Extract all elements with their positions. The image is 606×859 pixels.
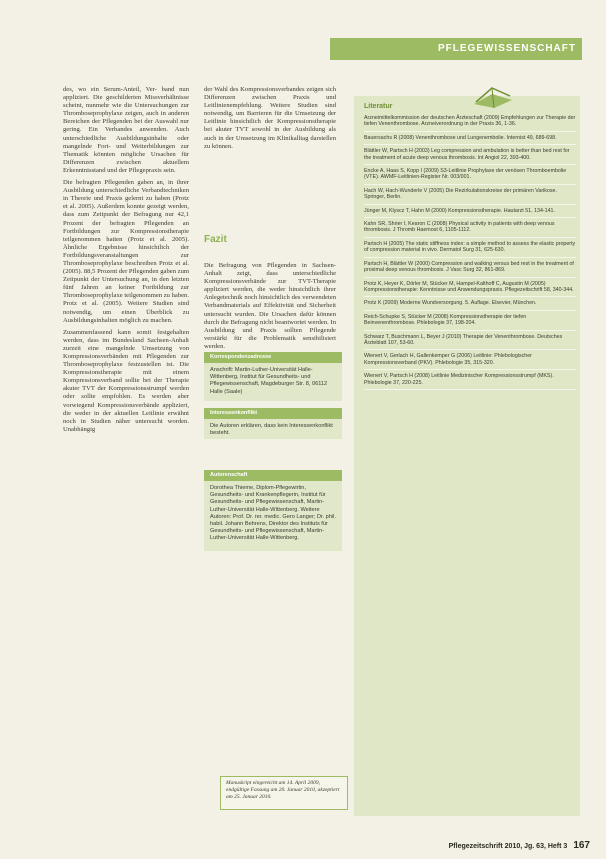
literature-item: Jünger M, Klyscz T, Hahn M (2000) Kompressionstherapie. Hautarzt 51, 134-141.: [364, 207, 576, 218]
manuscript-note: Manuskript eingereicht am 14. April 2009, endgültige Fassung am 20. Januar 2010, akzeptiert am 25. Januar 2010.: [220, 776, 348, 810]
literature-item: Kahn SR, Shrier I, Kearon C (2008) Physical activity in patients with deep venous thrombosis. J Thromb Haemost 6, 1105-1112.: [364, 220, 576, 238]
fazit-text: [204, 262, 336, 350]
page-footer: [390, 840, 590, 851]
interest-box-text: Die Autoren erklären, dass kein Interessenkonflikt besteht.: [204, 419, 342, 439]
literature-item: Partsch H (2005) The static stiffness index: a simple method to assess the elastic property of compression material in vivo. Dermatol Surg 31, 625-630.: [364, 240, 576, 258]
paragraph: Die befragten Pflegenden gaben an, in ihrer Ausbildung unterschiedliche Verbandtechniken in Theorie und Praxis gelernt zu haben (Protz et al. 2005). Außerdem konnte gezeigt werden, dass zum Zeitpunkt der Befragung nur 42,1 Prozent der befragten Pflegenden an Fortbildungen zur Kompressionstherapie teilgenommen hatten (Protz et al. 2005). Ähnliche Ergebnisse hinsichtlich der Fortbildungsveranstaltungen zur Thromboseprophylaxe beschreiben Protz et al. (2005). 88,5 Prozent der Pflegenden gaben zum Zeitpunkt der Untersuchung an, in den letzten fünf Jahren an keiner Fortbildung zur Thromboseprophylaxe teilgenommen zu haben. Protz et al. (2005). Weitere Studien sind notwendig, um einen Überblick zu Ausbildungsinhalten möglich zu machen.: [63, 179, 189, 324]
section-title: PFLEGEWISSENSCHAFT: [437, 43, 576, 54]
literature-title: Literatur: [364, 103, 393, 110]
authors-box-heading: Autorenschaft: [204, 470, 342, 481]
paragraph: der Wahl des Kompressionsverbandes zeigen sich Differenzen zwischen Praxis und Leitlinienempfehlung. Weitere Studien sind notwendig, um Barrieren für die Umsetzung der Leitlinie hinsichtlich der Kompressionstherapie bei akuter TVT sowohl in der Ausbildung als auch in der Umsetzung im Klinikalltag darstellen zu können.: [204, 86, 336, 150]
literature-item: Arzneimittelkommission der deutschen Ärzteschaft (2009) Empfehlungen zur Therapie der tiefen Venenthrombose. Arzneiverordnung in der Praxis 36, 1-36.: [364, 114, 576, 132]
fazit-heading: Fazit: [204, 234, 227, 245]
literature-item: Protz K (2009) Moderne Wundversorgung. 5. Auflage. Elsevier, München.: [364, 299, 576, 310]
literature-item: Schwarz T, Buschmann L, Beyer J (2010) Therapie der Venenthrombose. Deutsches Ärzteblatt 107, 53-60.: [364, 333, 576, 351]
journal-citation: Pflegezeitschrift 2010, Jg. 63, Heft 3: [448, 843, 568, 850]
literature-item: Blättler W, Partsch H (2003) Leg compression and ambulation is better than bed rest for the treatment of acute deep venous thrombosis. Int Angiol 22, 393-400.: [364, 147, 576, 165]
literature-item: Wienert V, Partsch H (2008) Leitlinie Medizinischer Kompressionsstrumpf (MKS). Phlebologie 37, 220-225.: [364, 372, 576, 390]
literature-list: [364, 114, 576, 814]
literature-item: Reich-Schupke S, Stücker M (2008) Kompressionstherapie der tiefen Beinvenenthrombose. Phlebologie 37, 198-204.: [364, 313, 576, 331]
paragraph: Die Befragung von Pflegenden in Sachsen-Anhalt zeigt, dass unterschiedliche Kompressionsverbände zur TVT-Therapie appliziert werden, die weder hinsichtlich ihrer Anlegetechnik noch hinsichtlich des verwendeten Verbandmaterials auf Effektivität und Sicherheit untersucht wurden. Die Ursachen dafür können durch die Befragung nicht beantwortet werden. In Ausbildung und Praxis sollten Pflegende verstärkt für die Problematik sensibilisiert werden.: [204, 262, 336, 350]
literature-item: Partsch H, Blättler W (2000) Compression and walking versus bed rest in the treatment of proximal deep venous thrombosis. J Vasc Surg 32, 861-869.: [364, 260, 576, 278]
authors-box-text: Dorothea Thieme, Diplom-Pflegewirtin, Gesundheits- und Krankenpflegerin, Institut für Gesundheits- und Pflegewissenschaft, Martin-Luther-Universität Halle-Wittenberg. Weitere Autoren: Prof. Dr. rer. medic. Gero Langer; Dr. phil. habil. Johann Behrens, Direktor des Instituts für Gesundheits- und Pflegewissenschaft, Martin-Luther-Universität Halle-Wittenberg.: [204, 481, 342, 551]
book-icon: [470, 84, 516, 110]
paragraph: des, wo ein Serum-Anteil, Ver- band nun appliziert. Die geschilderten Missverhältnisse scheint, nunmehr wie die Untersuchungen zur Thromboseprophylaxe zeigen, auch in anderen Bereichen der Pflegenden bei der Auswahl nur gering. Ein Verbandes anwenden. Auch unterschiedliche Ausbildungsinhalte oder mangelnde Fort- und Weiterbildungen zur Thematik könnten mögliche Ursachen für Differenzen zwischen aktuellem Erkenntnisstand und der Pflegepraxis sein.: [63, 86, 189, 174]
literature-item: Encke A, Haas S, Kopp I (2009) S3-Leitlinie Prophylaxe der venösen Thromboembolie (VTE). AWMF-Leitlinien-Register Nr. 003/001.: [364, 167, 576, 185]
literature-item: Bauersachs R (2008) Venenthrombose und Lungenembolie. Internist 49, 689-698.: [364, 134, 576, 145]
body-column-1: [63, 86, 189, 806]
contact-box-text: Anschrift: Martin-Luther-Universität Halle-Wittenberg, Institut für Gesundheits- und Pflegewissenschaft, Magdeburger Str. 8, 06112 Halle (Saale): [204, 363, 342, 401]
contact-box-heading: Korrespondenzadresse: [204, 352, 342, 363]
literature-item: Hach W, Hach-Wunderle V (2005) Die Rezirkulationskreise der primären Varikose. Springer, Berlin.: [364, 187, 576, 205]
interest-box-heading: Interessenkonflikt: [204, 408, 342, 419]
paragraph: Zusammenfassend kann somit festgehalten werden, dass im Bundesland Sachsen-Anhalt zurzeit eine mangelnde Umsetzung von Kompressionsverbänden mit Pflegenden zur Thromboseprophylaxe festzustellen ist. Die Kompressionstherapie mit einem Kompressionsverband sollte bei der Therapie akuter TVT der Kompressionsstrumpf werden oder sollte empfohlen. Es werden aber vorwiegend Kompressionsverbände appliziert, die weder in der aktuellen Leitlinie erwähnt noch in Studien näher untersucht worden. Unabhängig: [63, 328, 189, 433]
literature-item: Wienert V, Gerlach H, Gallenkemper G (2006) Leitlinie: Phlebologischer Kompressionsverband (PKV). Phlebologie 35, 315-320.: [364, 352, 576, 370]
literature-item: Protz K, Heyer K, Dörler M, Stücker M, Hampel-Kalthoff C, Augustin M (2005) Kompressionstherapie: Kenntnisse und Anwendungspraxis. Pflegezeitschrift 58, 340-344.: [364, 280, 576, 298]
page-number: 167: [573, 840, 590, 851]
body-column-2: [204, 86, 336, 226]
